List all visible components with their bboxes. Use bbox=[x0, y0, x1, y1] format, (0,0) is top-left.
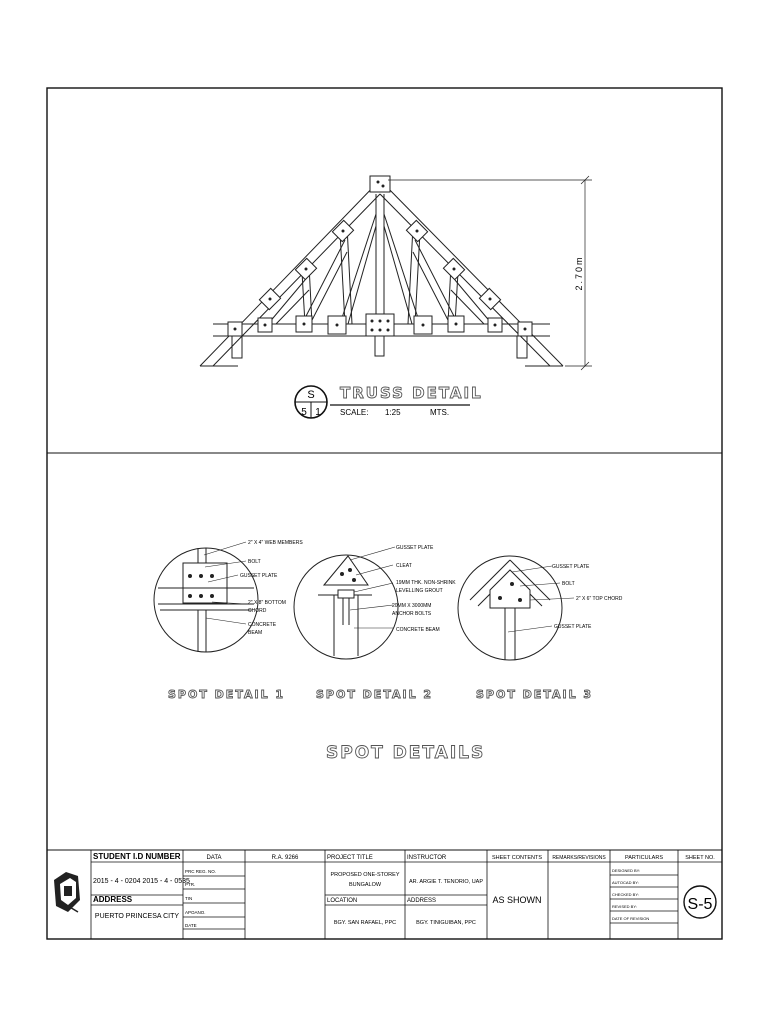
spot3-label-0: GUSSET PLATE bbox=[552, 564, 590, 570]
truss-detail-title: TRUSS DETAIL bbox=[340, 384, 483, 402]
particulars-row-1: AUTOCAD BY: bbox=[612, 880, 639, 885]
spot-details-title: SPOT DETAILS bbox=[326, 743, 486, 763]
instructor-address-header: ADDRESS bbox=[407, 898, 437, 904]
spot3-label-3: GUSSET PLATE bbox=[554, 624, 592, 630]
spot3-label-1: BOLT bbox=[562, 581, 575, 587]
ra-header: R.A. 9266 bbox=[271, 855, 299, 861]
data-row-1: PTR. bbox=[185, 882, 196, 887]
particulars-row-4: DATE OF REVISION bbox=[612, 916, 650, 921]
remarks-header: REMARKS/REVISIONS bbox=[552, 855, 606, 861]
school-logo bbox=[54, 872, 80, 912]
scale-unit: MTS. bbox=[430, 408, 450, 417]
sheet-contents-header: SHEET CONTENTS bbox=[491, 855, 543, 861]
spot2-label-6: CONCRETE BEAM bbox=[396, 627, 440, 633]
scale-value: 1:25 bbox=[385, 408, 401, 417]
spot2-label-0: GUSSET PLATE bbox=[396, 545, 434, 551]
spot-detail-1-drawing bbox=[154, 542, 258, 652]
spot3-label-2: 2" X 6" TOP CHORD bbox=[576, 596, 623, 602]
spot-detail-3-title: SPOT DETAIL 3 bbox=[476, 688, 594, 701]
data-header: DATA bbox=[206, 855, 222, 861]
location-value: BGY. SAN RAFAEL, PPC bbox=[333, 920, 397, 926]
spot-detail-1-title: SPOT DETAIL 1 bbox=[168, 688, 286, 701]
instructor-name: AR. ARGIE T. TENORIO, UAP bbox=[408, 879, 484, 885]
address-header: ADDRESS bbox=[93, 895, 133, 904]
spot2-label-1: CLEAT bbox=[396, 563, 412, 569]
sheet-no-header: SHEET NO. bbox=[685, 855, 715, 861]
student-id-header: STUDENT I.D NUMBER bbox=[93, 852, 181, 861]
project-title-line-2: BUNGALOW bbox=[348, 882, 382, 888]
particulars-header: PARTICULARS bbox=[624, 855, 664, 861]
spot-detail-2-labels bbox=[392, 545, 456, 633]
spot2-label-4: 20MM X 3000MM bbox=[392, 603, 432, 609]
data-row-3: APOANO. bbox=[185, 910, 206, 915]
spot-detail-3-drawing bbox=[458, 556, 574, 660]
sheet-contents-value: AS SHOWN bbox=[492, 895, 542, 905]
spot-detail-2-title: SPOT DETAIL 2 bbox=[316, 688, 434, 701]
spot1-label-1: BOLT bbox=[248, 559, 261, 565]
truss-detail-marker bbox=[295, 386, 327, 418]
scale-label: SCALE: bbox=[340, 408, 369, 417]
spot2-label-5: ANCHOR BOLTS bbox=[392, 611, 432, 617]
spot1-label-4: CHORD bbox=[248, 608, 267, 614]
particulars-row-3: REVISED BY: bbox=[612, 904, 637, 909]
marker-left: 5 bbox=[301, 407, 307, 418]
spot1-label-3: 2" X 8" BOTTOM bbox=[248, 600, 286, 606]
address-value: PUERTO PRINCESA CITY bbox=[94, 913, 180, 920]
spot2-label-3: LEVELLING GROUT bbox=[396, 588, 443, 594]
spot2-label-2: 19MM THK. NON-SHRINK bbox=[396, 580, 456, 586]
instructor-address: BGY. TINIGUIBAN, PPC bbox=[416, 920, 476, 926]
location-header: LOCATION bbox=[327, 898, 358, 904]
data-row-2: TIN bbox=[185, 896, 193, 901]
marker-top: S bbox=[307, 389, 315, 401]
spot-detail-2-drawing bbox=[294, 547, 398, 659]
data-row-4: DATE bbox=[185, 923, 197, 928]
particulars-row-0: DESIGNED BY: bbox=[612, 868, 641, 873]
spot1-label-6: BEAM bbox=[248, 630, 263, 636]
spot-detail-3-labels bbox=[552, 564, 623, 630]
data-row-0: PRC REG. NO. bbox=[185, 869, 217, 874]
truss-height-dimension: 2.70m bbox=[574, 255, 584, 291]
particulars-row-2: CHECKED BY: bbox=[612, 892, 639, 897]
spot1-label-5: CONCRETE bbox=[248, 622, 277, 628]
truss-drawing bbox=[200, 176, 592, 370]
project-title-header: PROJECT TITLE bbox=[327, 855, 373, 861]
instructor-header: INSTRUCTOR bbox=[407, 855, 447, 861]
student-ids: 2015 - 4 - 0204 2015 - 4 - 0535 bbox=[93, 878, 190, 885]
marker-right: 1 bbox=[315, 407, 321, 418]
spot1-label-2: GUSSET PLATE bbox=[240, 573, 278, 579]
project-title-line-1: PROPOSED ONE-STOREY bbox=[330, 872, 400, 878]
spot1-label-0: 2" X 4" WEB MEMBERS bbox=[248, 540, 303, 546]
sheet-no-value: S-5 bbox=[687, 896, 713, 913]
